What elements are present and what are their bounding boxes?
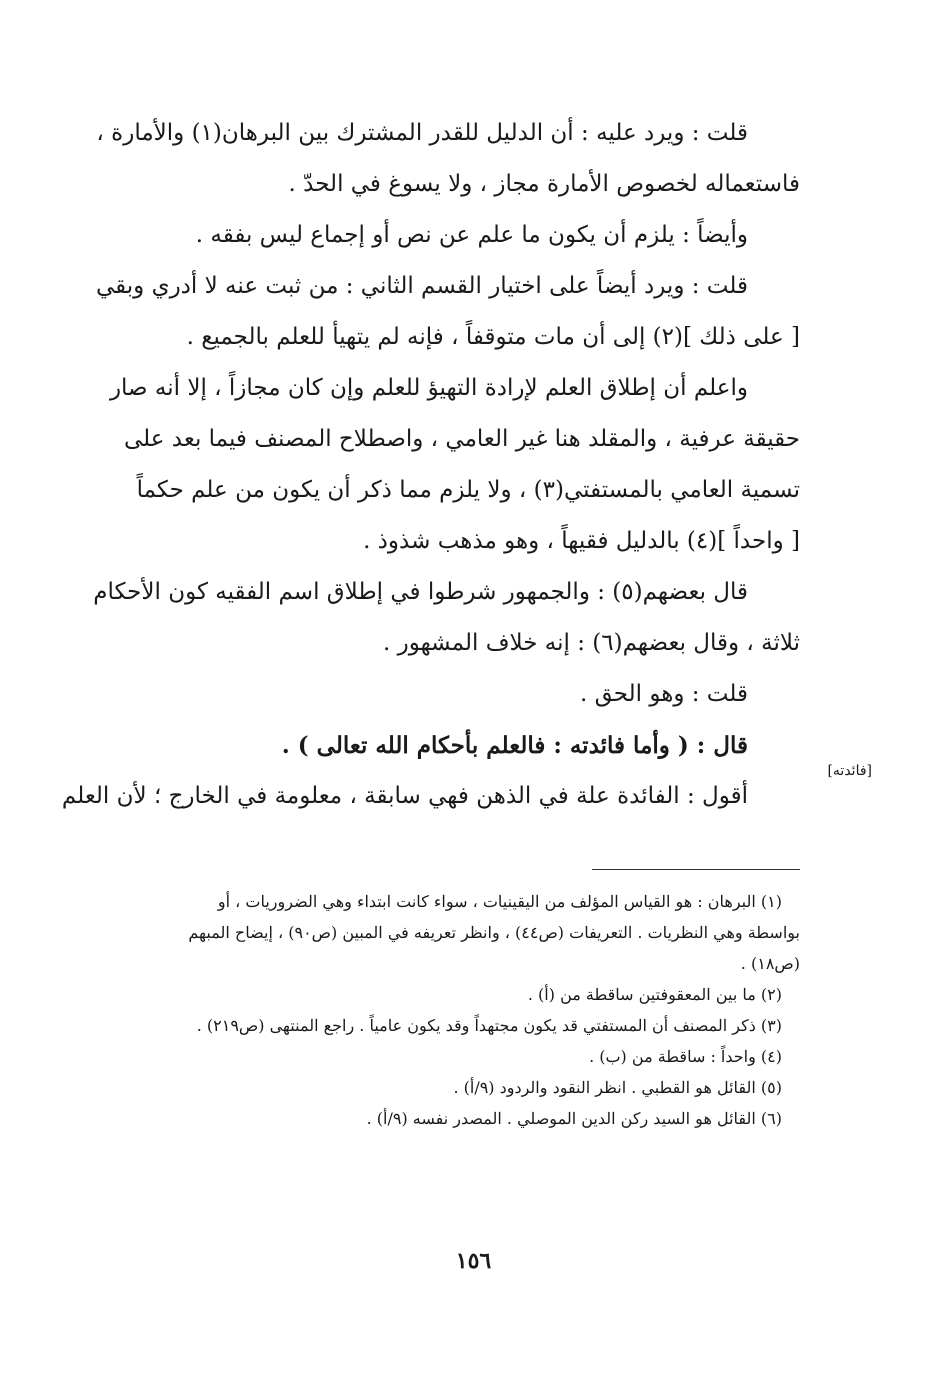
text-line: وأيضاً : يلزم أن يكون ما علم عن نص أو إجماع ليس بفقه . xyxy=(195,222,748,248)
footnote-line: (٢) ما بين المعقوفتين ساقطة من (أ) . xyxy=(527,985,782,1004)
footnotes xyxy=(44,886,800,1134)
text-line: قال بعضهم(٥) : والجمهور شرطوا في إطلاق اسم الفقيه كون الأحكام xyxy=(93,579,748,605)
margin-note: [فائدته] xyxy=(827,763,872,779)
text-line: حقيقة عرفية ، والمقلد هنا غير العامي ، واصطلاح المصنف فيما بعد على xyxy=(123,426,800,452)
text-line: واعلم أن إطلاق العلم لإرادة التهيؤ للعلم وإن كان مجازاً ، إلا أنه صار xyxy=(109,375,748,401)
text-line: [ واحداً ](٤) بالدليل فقيهاً ، وهو مذهب شذوذ . xyxy=(363,528,800,554)
text-line-heading: قال : ( وأما فائدته : فالعلم بأحكام الله تعالى ) . xyxy=(281,732,748,759)
text-line: ثلاثة ، وقال بعضهم(٦) : إنه خلاف المشهور . xyxy=(382,630,800,656)
text-line: تسمية العامي بالمستفتي(٣) ، ولا يلزم مما ذكر أن يكون من علم حكماً xyxy=(136,477,800,503)
footnote-line: بواسطة وهي النظريات . التعريفات (ص٤٤) ، وانظر تعريفه في المبين (ص٩٠) ، إيضاح المبهم xyxy=(188,923,800,942)
text-line: أقول : الفائدة علة في الذهن فهي سابقة ، معلومة في الخارج ؛ لأن العلم xyxy=(61,783,748,809)
footnote-line: (٤) واحداً : ساقطة من (ب) . xyxy=(589,1047,782,1066)
text-line: [ على ذلك ](٢) إلى أن مات متوقفاً ، فإنه لم يتهيأ للعلم بالجميع . xyxy=(186,324,800,350)
text-line: قلت : وهو الحق . xyxy=(579,681,748,707)
main-text xyxy=(44,108,800,822)
text-line: قلت : ويرد أيضاً على اختيار القسم الثاني : من ثبت عنه لا أدري وبقي xyxy=(95,273,748,299)
footnote-divider xyxy=(592,869,800,870)
text-line: قلت : ويرد عليه : أن الدليل للقدر المشترك بين البرهان(١) والأمارة ، xyxy=(96,120,748,146)
footnote-line: (ص١٨) . xyxy=(740,954,800,973)
text-line: فاستعماله لخصوص الأمارة مجاز ، ولا يسوغ في الحدّ . xyxy=(288,171,800,197)
footnote-line: (٦) القائل هو السيد ركن الدين الموصلي . المصدر نفسه (٩/أ) . xyxy=(366,1109,782,1128)
footnote-line: (٣) ذكر المصنف أن المستفتي قد يكون مجتهداً وقد يكون عامياً . راجع المنتهى (ص٢١٩) . xyxy=(196,1016,782,1035)
page-number: ١٥٦ xyxy=(455,1248,492,1274)
footnote-line: (٥) القائل هو القطبي . انظر النقود والردود (٩/أ) . xyxy=(453,1078,782,1097)
footnote-line: (١) البرهان : هو القياس المؤلف من اليقينيات ، سواء كانت ابتداء وهي الضروريات ، أو xyxy=(217,892,782,911)
